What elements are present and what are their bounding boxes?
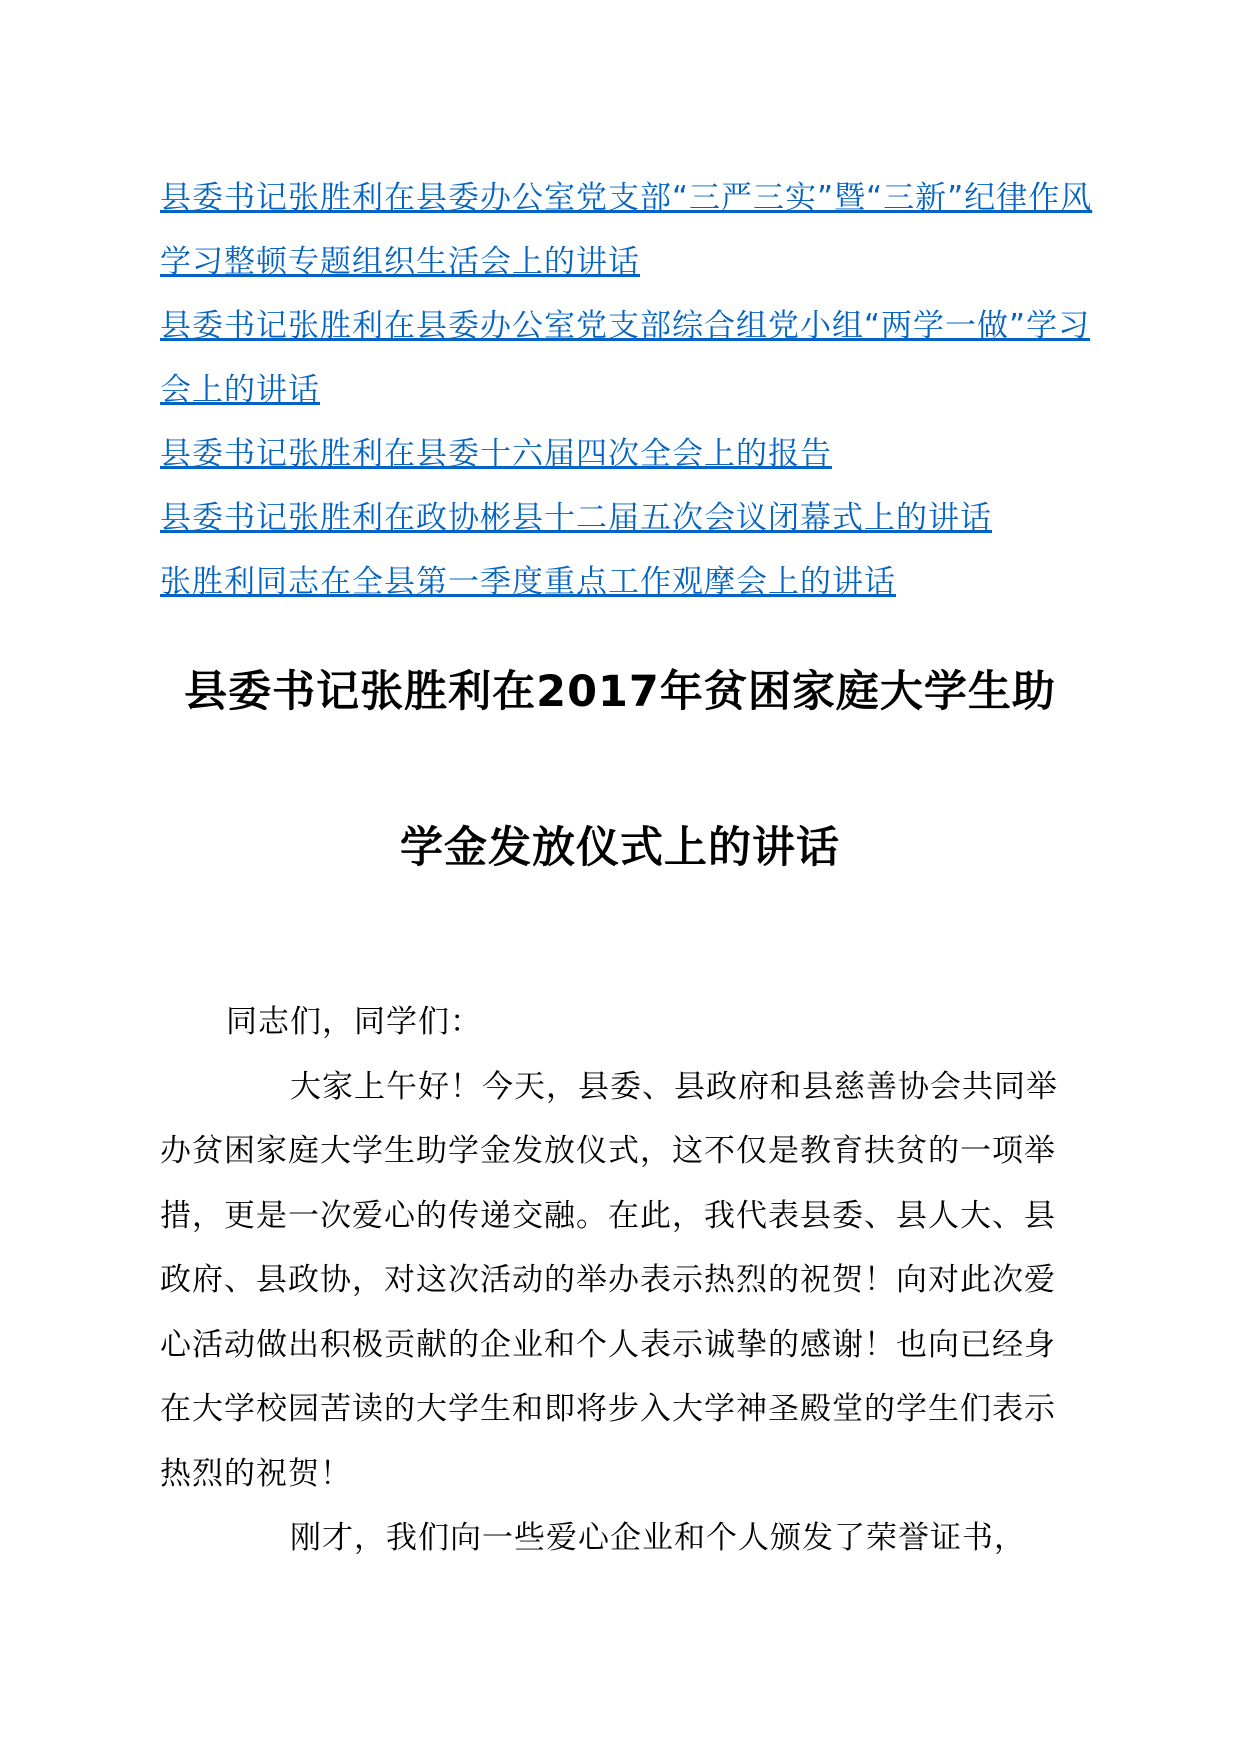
document-title-line-1: 县委书记张胜利在2017年贫困家庭大学生助 (184, 667, 1056, 717)
paragraph-1: 大家上午好！今天，县委、县政府和县慈善协会共同举办贫困家庭大学生助学金发放仪式，这不仅是教育扶贫的一项举措，更是一次爱心的传递交融。在此，我代表县委、县人大、县政府、县政协，对这次活动的举办表示热烈的祝贺！向对此次爱心活动做出积极贡献的企业和个人表示诚挚的感谢！也向已经身在大学校园苦读的大学生和即将步入大学神圣殿堂的学生们表示热烈的祝贺！ (160, 1068, 1058, 1492)
related-link-4[interactable]: 县委书记张胜利在政协彬县十二届五次会议闭幕式上的讲话 (160, 500, 992, 536)
paragraph-2: 刚才，我们向一些爱心企业和个人颁发了荣誉证书， (290, 1520, 1026, 1556)
related-link-5[interactable]: 张胜利同志在全县第一季度重点工作观摩会上的讲话 (160, 564, 896, 600)
document-title-line-2: 学金发放仪式上的讲话 (400, 823, 840, 873)
related-link-1[interactable]: 县委书记张胜利在县委办公室党支部“三严三实”暨“三新”纪律作风学习整顿专题组织生活会上的讲话 (160, 180, 1093, 280)
related-links-list (160, 166, 1100, 614)
related-link-2[interactable]: 县委书记张胜利在县委办公室党支部综合组党小组“两学一做”学习会上的讲话 (160, 308, 1091, 408)
salutation: 同志们，同学们： (226, 1004, 482, 1040)
related-link-3[interactable]: 县委书记张胜利在县委十六届四次全会上的报告 (160, 436, 832, 472)
document-body (160, 990, 1080, 1571)
